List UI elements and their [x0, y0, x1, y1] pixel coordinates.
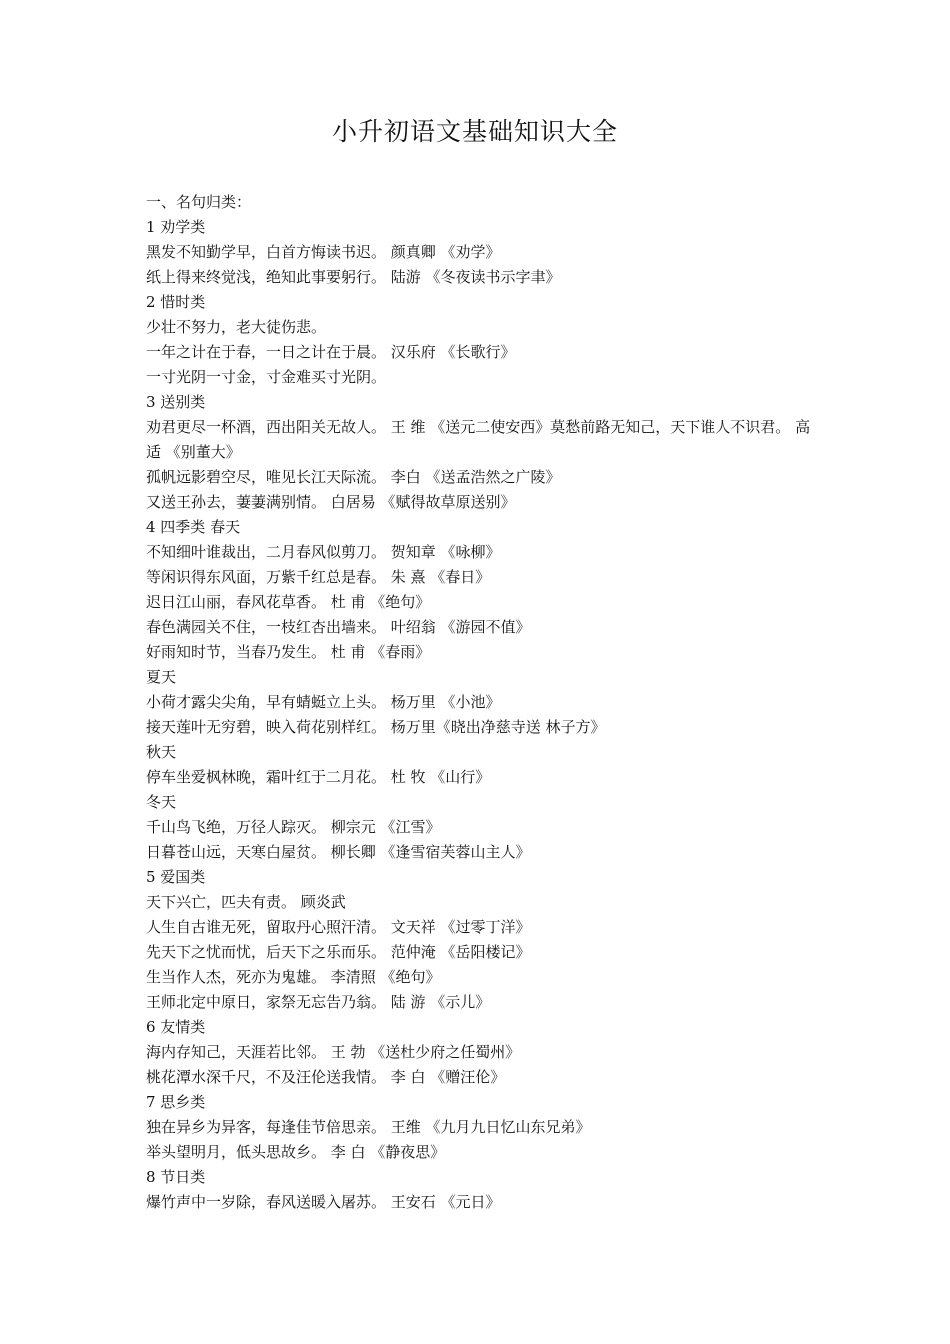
quote-line: 劝君更尽一杯酒，西出阳关无故人。 王 维 《送元二使安西》莫愁前路无知己，天下谁人不识君。 高 适 《别董大》: [146, 418, 811, 461]
document-body: [146, 190, 826, 1215]
quote-line: 黑发不知勤学早，白首方悔读书迟。 颜真卿 《劝学》: [146, 243, 501, 261]
subcategory-heading: 夏天: [146, 668, 177, 686]
quote-line: 好雨知时节，当春乃发生。 杜 甫 《春雨》: [146, 643, 431, 661]
category-heading: 4 四季类 春天: [146, 518, 241, 536]
quote-line: 海内存知己，天涯若比邻。 王 勃 《送杜少府之任蜀州》: [146, 1043, 521, 1061]
quote-line: 天下兴亡，匹夫有责。 顾炎武: [146, 893, 346, 911]
quote-line: 举头望明月，低头思故乡。 李 白 《静夜思》: [146, 1143, 446, 1161]
quote-line: 小荷才露尖尖角，早有蜻蜓立上头。 杨万里 《小池》: [146, 693, 501, 711]
category-heading: 5 爱国类: [146, 868, 206, 886]
category-heading: 1 劝学类: [146, 218, 206, 236]
quote-line: 桃花潭水深千尺，不及汪伦送我情。 李 白 《赠汪伦》: [146, 1068, 506, 1086]
quote-line: 不知细叶谁裁出，二月春风似剪刀。 贺知章 《咏柳》: [146, 543, 501, 561]
quote-line: 又送王孙去，萋萋满别情。 白居易 《赋得故草原送别》: [146, 493, 516, 511]
quote-line: 先天下之忧而忧，后天下之乐而乐。 范仲淹 《岳阳楼记》: [146, 943, 531, 961]
document-title: 小升初语文基础知识大全: [331, 117, 618, 146]
section-heading: 一、名句归类：: [146, 193, 252, 211]
quote-line: 接天莲叶无穷碧，映入荷花别样红。 杨万里《晓出净慈寺送 林子方》: [146, 718, 606, 736]
category-heading: 2 惜时类: [146, 293, 206, 311]
quote-line: 生当作人杰，死亦为鬼雄。 李清照 《绝句》: [146, 968, 441, 986]
quote-line: 春色满园关不住，一枝红杏出墙来。 叶绍翁 《游园不值》: [146, 618, 531, 636]
quote-line: 停车坐爱枫林晚，霜叶红于二月花。 杜 牧 《山行》: [146, 768, 491, 786]
quote-line: 纸上得来终觉浅，绝知此事要躬行。 陆游 《冬夜读书示字聿》: [146, 268, 561, 286]
quote-line: 一寸光阴一寸金，寸金难买寸光阴。: [146, 368, 387, 386]
quote-line: 千山鸟飞绝，万径人踪灭。 柳宗元 《江雪》: [146, 818, 441, 836]
quote-line: 爆竹声中一岁除，春风送暖入屠苏。 王安石 《元日》: [146, 1193, 501, 1211]
subcategory-heading: 秋天: [146, 743, 177, 761]
category-heading: 6 友情类: [146, 1018, 206, 1036]
quote-line: 一年之计在于春，一日之计在于晨。 汉乐府 《长歌行》: [146, 343, 516, 361]
category-heading: 3 送别类: [146, 393, 206, 411]
quote-line: 日暮苍山远，天寒白屋贫。 柳长卿 《逢雪宿芙蓉山主人》: [146, 843, 531, 861]
category-heading: 7 思乡类: [146, 1093, 206, 1111]
quote-line: 等闲识得东风面，万紫千红总是春。 朱 熹 《春日》: [146, 568, 491, 586]
quote-line: 独在异乡为异客，每逢佳节倍思亲。 王维 《九月九日忆山东兄弟》: [146, 1118, 591, 1136]
quote-line: 少壮不努力，老大徒伤悲。: [146, 318, 327, 336]
quote-line: 人生自古谁无死，留取丹心照汗清。 文天祥 《过零丁洋》: [146, 918, 531, 936]
quote-line: 迟日江山丽，春风花草香。 杜 甫 《绝句》: [146, 593, 431, 611]
category-heading: 8 节日类: [146, 1168, 206, 1186]
quote-line: 王师北定中原日，家祭无忘告乃翁。 陆 游 《示儿》: [146, 993, 491, 1011]
quote-line: 孤帆远影碧空尽，唯见长江天际流。 李白 《送孟浩然之广陵》: [146, 468, 561, 486]
subcategory-heading: 冬天: [146, 793, 177, 811]
